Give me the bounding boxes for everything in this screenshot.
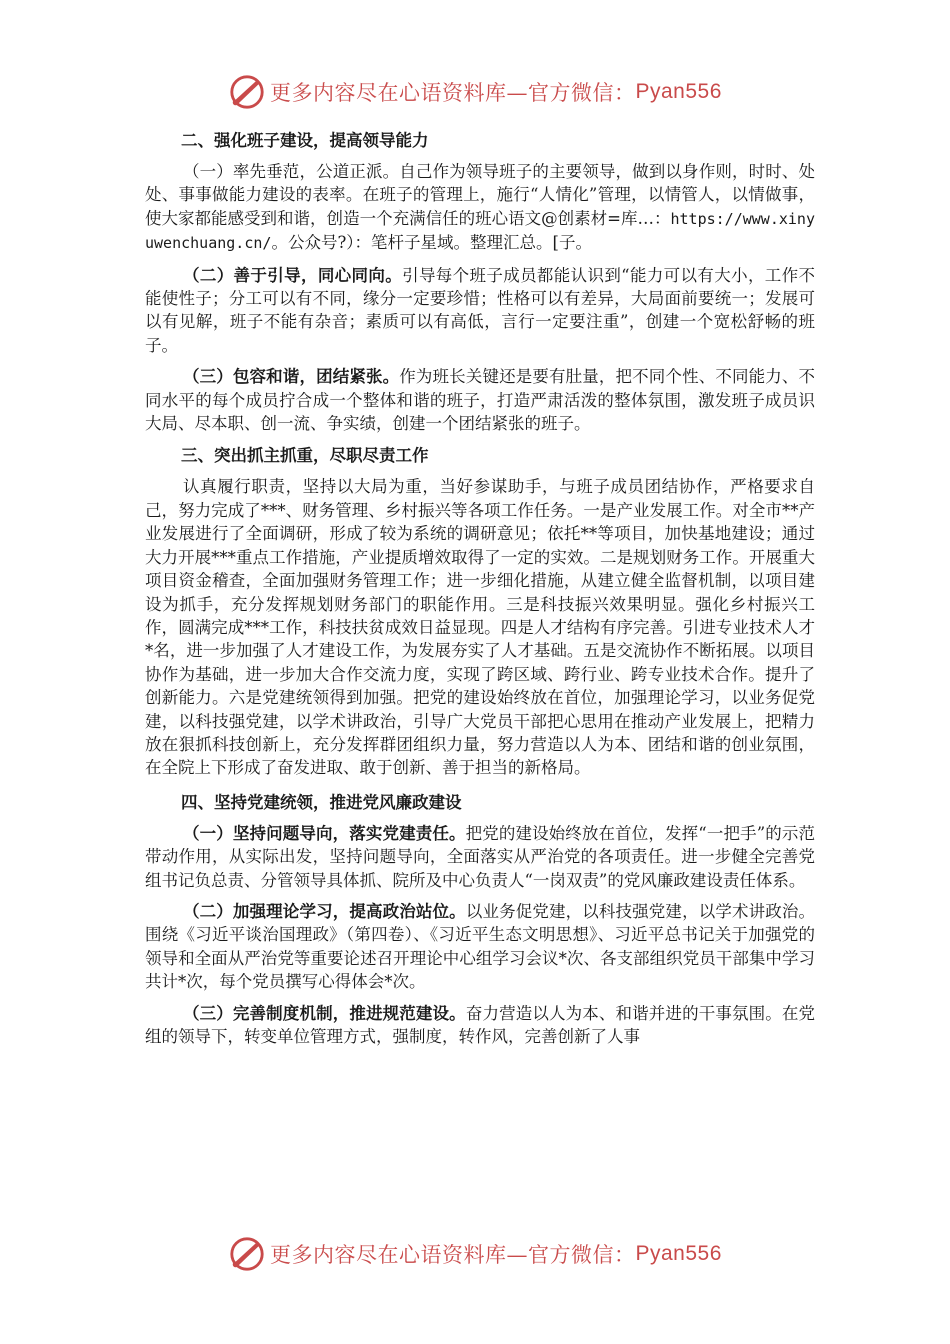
paragraph: （二）加强理论学习，提高政治站位。以业务促党建，以科技强党建，以学术讲政治。围绕《习近平谈治国理政》（第四卷）、《习近平生态文明思想》、习近平总书记关于加强党的领导和全面从严治党等重要论述召开理论中心组学习会议*次、各支部组织党员干部集中学习共计*次，每个党员撰写心得体会*次。 xyxy=(145,901,816,992)
url-text: https://www.xinyuwenchuang.cn/ xyxy=(145,209,815,253)
paragraph: 认真履行职责，坚持以大局为重，当好参谋助手，与班子成员团结协作，严格要求自己，努力完成了***、财务管理、乡村振兴等各项工作任务。一是产业发展工作。对全市**产业发展进行了全面调研，形成了较为系统的调研意见；依托**等项目，加快基地建设；通过大力开展***重点工作措施，产业提质增效取得了一定的实效。二是规划财务工作。开展重大项目资金稽查，全面加强财务管理工作；进一步细化措施，从建立健全监督机制，以项目建设为抓手，充分发挥规划财务部门的职能作用。三是科技振兴效果明显。强化乡村振兴工作，圆满完成***工作，科技扶贫成效日益显现。四是人才结构有序完善。引进专业技术人才*名，进一步加强了人才建设工作，为发展夯实了人才基础。五是交流协作不断拓展。以项目协作为基础，进一步加大合作交流力度，实现了跨区域、跨行业、跨专业技术合作。提升了创新能力。六是党建统领得到加强。把党的建设始终放在首位，加强理论学习，以业务促党建，以科技强党建，以学术讲政治，引导广大党员干部把心思用在推动产业发展上，把精力放在狠抓科技创新上，充分发挥群团组织力量，努力营造以人为本、团结和谐的创业氛围，在全院上下形成了奋发进取、敢于创新、善于担当的新格局。 xyxy=(145,477,815,778)
banner-text: 更多内容尽在心语资料库—官方微信： xyxy=(270,81,636,105)
pen-logo-icon xyxy=(228,73,266,111)
header-watermark-banner xyxy=(228,72,728,112)
paragraph-lead: （二）加强理论学习，提高政治站位。 xyxy=(183,901,466,921)
section-heading: 二、强化班子建设，提高领导能力 xyxy=(181,131,429,150)
section-heading: 四、坚持党建统领，推进党风廉政建设 xyxy=(181,792,462,812)
paragraph: （一）坚持问题导向，落实党建责任。把党的建设始终放在首位，发挥“一把手”的示范带动作用，从实际出发，坚持问题导向，全面落实从严治党的各项责任。进一步健全完善党组书记负总责、分管领导具体抓、院所及中心负责人“一岗双责”的党风廉政建设责任体系。 xyxy=(145,823,816,890)
footer-watermark-banner xyxy=(228,1234,728,1274)
banner-wechat-id: Pyan556 xyxy=(635,1242,722,1265)
paragraph: （三）完善制度机制，推进规范建设。奋力营造以人为本、和谐并进的干事氛围。在党组的领导下，转变单位管理方式，强制度，转作风，完善创新了人事 xyxy=(145,1003,816,1046)
paragraph-lead: （三）完善制度机制，推进规范建设。 xyxy=(183,1003,466,1023)
banner-text: 更多内容尽在心语资料库—官方微信： xyxy=(270,1243,636,1267)
document-body xyxy=(145,128,815,1056)
paragraph-lead: （一）坚持问题导向，落实党建责任。 xyxy=(183,823,466,843)
section-heading: 三、突出抓主抓重，尽职尽责工作 xyxy=(181,446,429,466)
paragraph-lead: （二）善于引导，同心同向。 xyxy=(183,265,403,285)
paragraph-lead: （三）包容和谐，团结紧张。 xyxy=(183,367,400,387)
pen-logo-icon xyxy=(228,1235,266,1273)
banner-wechat-id: Pyan556 xyxy=(635,80,722,103)
paragraph: （二）善于引导，同心同向。引导每个班子成员都能认识到“能力可以有大小，工作不能使性子；分工可以有不同，缘分一定要珍惜；性格可以有差异，大局面前要统一；发展可以有见解，班子不能有杂音；素质可以有高低，言行一定要注重”，创建一个宽松舒畅的班子。 xyxy=(145,265,816,355)
paragraph: （一）率先垂范，公道正派。自己作为领导班子的主要领导，做到以身作则，时时、处处、事事做能力建设的表率。在班子的管理上，施行“人情化”管理，以情管人，以情做事，使大家都能感受到和谐，创造一个充满信任的班心语文@创素材=库…：https://www.xinyuwenchuang.cn/。公众号?）：笔杆子星域。整理汇总。[子。 xyxy=(145,162,815,253)
paragraph: （三）包容和谐，团结紧张。作为班长关键还是要有肚量，把不同个性、不同能力、不同水平的每个成员拧合成一个整体和谐的班子，打造严肃活泼的整体氛围，激发班子成员识大局、尽本职、创一流、争实绩，创建一个团结紧张的班子。 xyxy=(145,367,816,434)
